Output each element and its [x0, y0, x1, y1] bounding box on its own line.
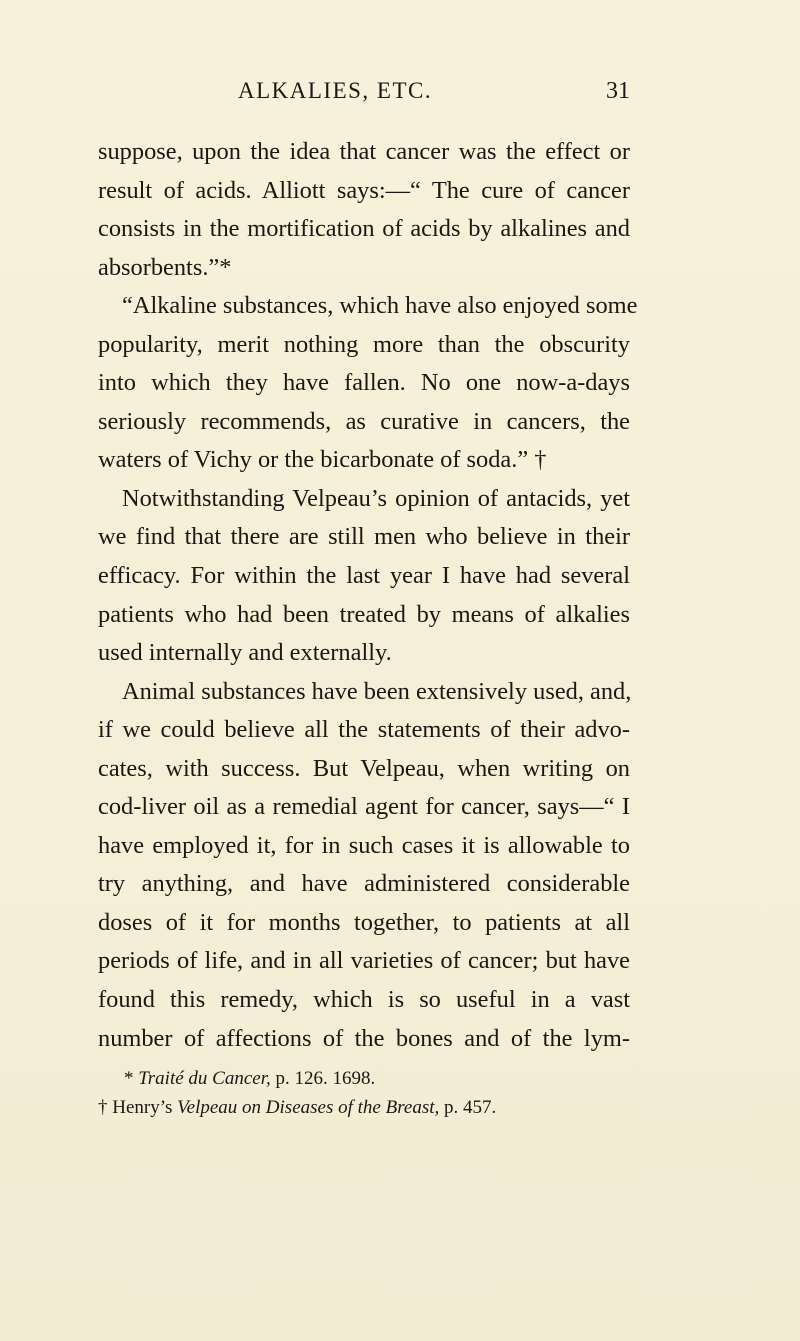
footnote-1 [98, 1064, 658, 1093]
text-line: Animal substances have been extensively used, and, [122, 677, 632, 705]
text-line: seriously recommends, as curative in cancers, the [98, 407, 630, 435]
footnote-title: Velpeau on Diseases of the Breast, [177, 1097, 440, 1118]
text-line: cates, with success. But Velpeau, when writing on [98, 754, 630, 782]
text-line: cod-liver oil as a remedial agent for cancer, says—“ I [98, 793, 630, 821]
text-line: consists in the mortification of acids by alkalines and [98, 215, 630, 243]
footnote-text: p. 126. 1698. [270, 1068, 376, 1089]
text-line: try anything, and have administered considerable [98, 870, 630, 898]
text-line: number of affections of the bones and of the lym- [98, 1024, 630, 1052]
footnote-mark: * [124, 1068, 134, 1089]
text-line: found this remedy, which is so useful in a vast [98, 986, 630, 1014]
text-line: popularity, merit nothing more than the obscurity [98, 330, 630, 358]
page-header [98, 78, 630, 112]
text-line: Notwithstanding Velpeau’s opinion of antacids, yet [122, 484, 630, 512]
text-line: “Alkaline substances, which have also enjoyed some [122, 292, 638, 320]
text-line: periods of life, and in all varieties of cancer; but have [98, 947, 630, 975]
text-line: suppose, upon the idea that cancer was the effect or [98, 138, 630, 165]
footnote-text: Henry’s [107, 1097, 178, 1118]
footnote-text: p. 457. [439, 1097, 497, 1118]
footnote-2 [98, 1093, 658, 1122]
footnote-title: Traité du Cancer, [138, 1068, 271, 1089]
text-line: we find that there are still men who believe in their [98, 523, 630, 551]
text-line: patients who had been treated by means of alkalies [98, 600, 630, 628]
footnotes [98, 1064, 658, 1122]
body-text [98, 133, 638, 1058]
text-line: efficacy. For within the last year I have had several [98, 562, 630, 590]
text-line: result of acids. Alliott says:—“ The cure of cancer [98, 176, 630, 204]
text-line: have employed it, for in such cases it is allowable to [98, 831, 630, 859]
running-head: ALKALIES, ETC. [238, 78, 433, 103]
text-line: if we could believe all the statements of their advo- [98, 716, 630, 744]
text-line: absorbents.”* [98, 253, 232, 281]
footnote-mark: † [98, 1097, 108, 1118]
page-number: 31 [606, 78, 630, 104]
text-line: used internally and externally. [98, 639, 392, 667]
text-line: doses of it for months together, to patients at all [98, 908, 630, 936]
text-line: into which they have fallen. No one now-a-days [98, 369, 630, 397]
text-line: waters of Vichy or the bicarbonate of soda.” † [98, 446, 547, 474]
